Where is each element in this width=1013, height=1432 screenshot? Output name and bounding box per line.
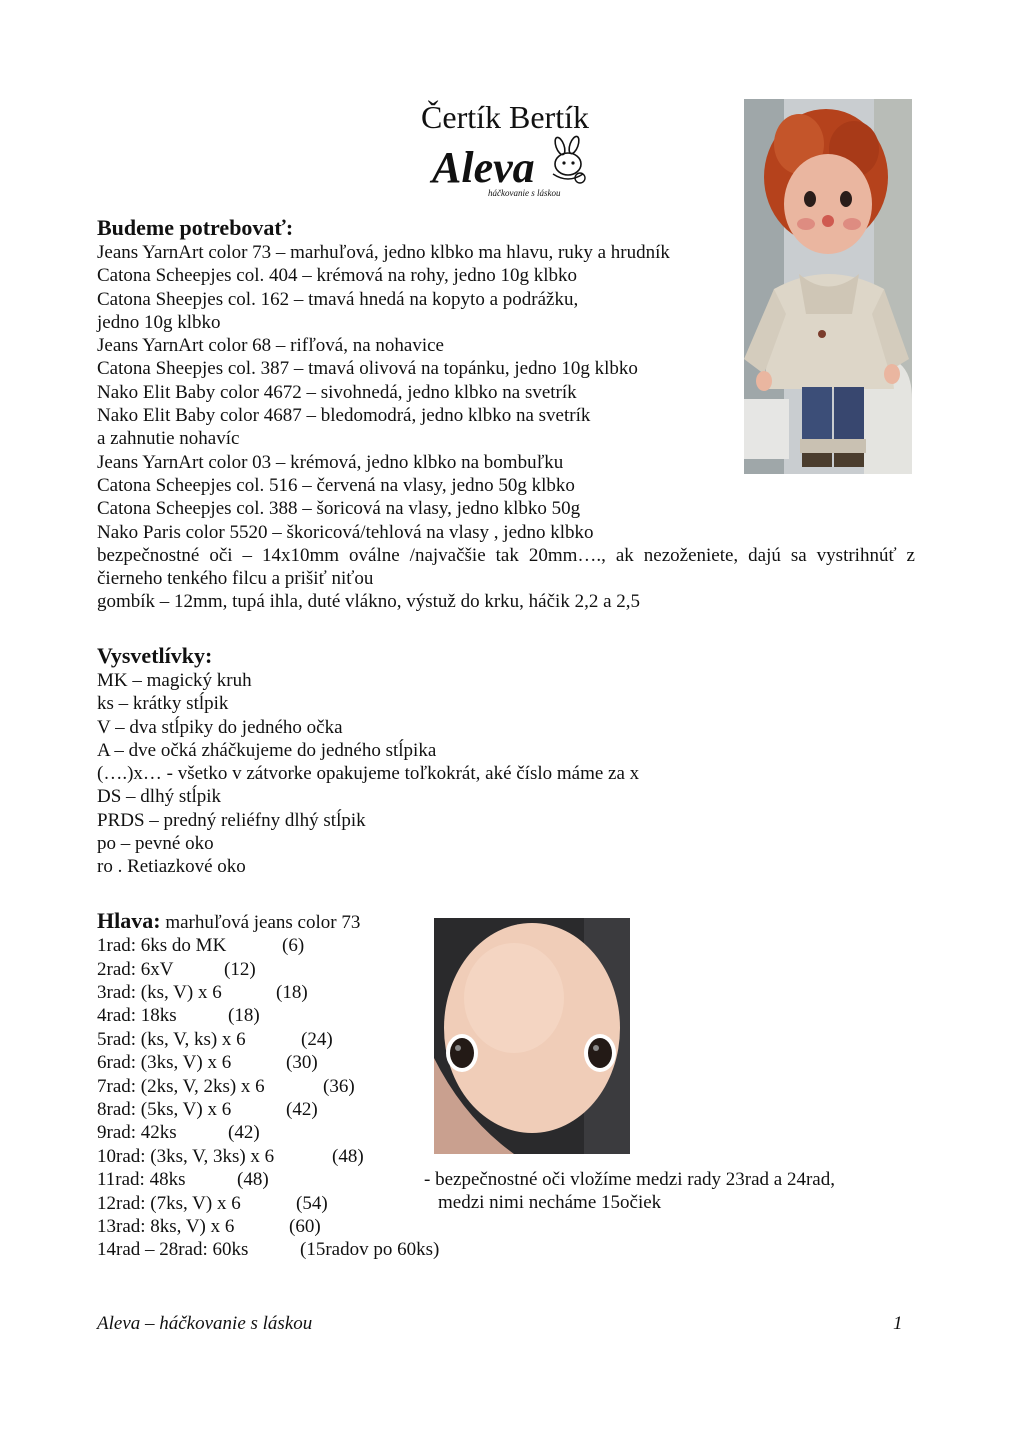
materials-heading: Budeme potrebovať: [97, 215, 294, 240]
pattern-row [97, 1215, 360, 1238]
row-instruction: 9rad: 42ks [97, 1122, 177, 1144]
legend-line: A – dve očká zháčkujeme do jedného stĺpika [97, 739, 437, 761]
note-line-2: medzi nimi necháme 15očiek [438, 1192, 662, 1214]
materials-section [97, 215, 915, 614]
legend-line: (….)x… - všetko v zátvorke opakujeme toľkokrát, aké číslo máme za x [97, 763, 640, 785]
head-rows [97, 934, 440, 1261]
legend-line: V – dva stĺpiky do jedného očka [97, 716, 343, 738]
materials-line: Jeans YarnArt color 73 – marhuľová, jedno klbko ma hlavu, ruky a hrudník [97, 242, 670, 263]
head-heading-line [97, 908, 360, 934]
row-instruction: 10rad: (3ks, V, 3ks) x 6 [97, 1145, 275, 1167]
footer-brand: Aleva – háčkovanie s láskou [97, 1313, 313, 1334]
page-number: 1 [893, 1313, 903, 1334]
row-count: (48) [237, 1169, 269, 1191]
materials-line: Catona Scheepjes col. 404 – krémová na rohy, jedno 10g klbko [97, 265, 577, 287]
pattern-row [97, 981, 360, 1004]
row-count: (54) [296, 1192, 328, 1214]
row-instruction: 14rad – 28rad: 60ks [97, 1239, 249, 1261]
row-count: (30) [286, 1052, 318, 1074]
head-subheading: marhuľová jeans color 73 [165, 912, 361, 933]
materials-line: a zahnutie nohavíc [97, 428, 240, 450]
head-section [97, 908, 440, 1262]
row-count: (60) [289, 1215, 321, 1237]
pattern-row [97, 934, 360, 957]
row-count: (18) [228, 1005, 260, 1027]
row-count: (42) [286, 1099, 318, 1121]
row-count: (24) [301, 1028, 333, 1050]
pattern-row [97, 1238, 440, 1261]
pattern-row [97, 1098, 360, 1121]
row-instruction: 2rad: 6xV [97, 958, 174, 980]
document-title: Čertík Bertík [421, 99, 589, 135]
legend-heading: Vysvetlívky: [97, 643, 213, 668]
legend-line: MK – magický kruh [97, 670, 252, 691]
svg-text:háčkovanie s láskou: háčkovanie s láskou [488, 188, 561, 198]
pattern-row [97, 958, 360, 981]
head-heading: Hlava: [97, 908, 161, 933]
materials-line: jedno 10g klbko [97, 311, 221, 333]
legend-line: PRDS – predný reliéfny dlhý stĺpik [97, 809, 366, 831]
row-instruction: 1rad: 6ks do MK [97, 935, 227, 957]
materials-extra: gombík – 12mm, tupá ihla, duté vlákno, výstuž do krku, háčik 2,2 a 2,5 [97, 591, 641, 613]
legend-section [97, 643, 639, 879]
pattern-row [97, 1051, 360, 1074]
pattern-row [97, 1121, 360, 1144]
materials-eyes: bezpečnostné oči – 14x10mm oválne /najvačšie tak 20mm…., ak nezoženiete, dajú sa vystrihnúť z čierneho tenkého filcu a prišiť niťou [97, 544, 915, 590]
legend-line: DS – dlhý stĺpik [97, 786, 222, 808]
row-count: (12) [224, 958, 256, 980]
materials-line: Nako Elit Baby color 4672 – sivohnedá, jedno klbko na svetrík [97, 381, 577, 403]
materials-line: Catona Scheepjes col. 516 – červená na vlasy, jedno 50g klbko [97, 474, 575, 496]
row-instruction: 4rad: 18ks [97, 1005, 177, 1027]
row-count: (6) [282, 935, 305, 957]
eyes-placement-note [424, 1168, 835, 1215]
row-instruction: 3rad: (ks, V) x 6 [97, 982, 222, 1004]
materials-line: Catona Scheepjes col. 388 – šoricová na vlasy, jedno klbko 50g [97, 498, 581, 520]
note-line-1: - bezpečnostné oči vložíme medzi rady 23rad a 24rad, [424, 1169, 835, 1190]
row-count: (15radov po 60ks) [300, 1239, 440, 1261]
materials-line: Catona Sheepjes col. 387 – tmavá olivová na topánku, jedno 10g klbko [97, 358, 638, 380]
legend-line: ks – krátky stĺpik [97, 693, 229, 715]
row-instruction: 7rad: (2ks, V, 2ks) x 6 [97, 1075, 265, 1097]
row-count: (48) [332, 1145, 364, 1167]
row-count: (42) [228, 1122, 260, 1144]
pattern-row [97, 1028, 360, 1051]
materials-line: Jeans YarnArt color 03 – krémová, jedno klbko na bombuľku [97, 451, 564, 473]
materials-line: Nako Elit Baby color 4687 – bledomodrá, jedno klbko na svetrík [97, 405, 591, 427]
svg-text:Aleva: Aleva [432, 143, 535, 192]
aleva-logo [428, 134, 598, 200]
pattern-row [97, 1145, 364, 1168]
crochet-head-photo [434, 918, 630, 1154]
pattern-row [97, 1075, 360, 1098]
row-instruction: 12rad: (7ks, V) x 6 [97, 1192, 241, 1214]
materials-line: Jeans YarnArt color 68 – rifľová, na nohavice [97, 335, 444, 357]
legend-line: po – pevné oko [97, 833, 214, 855]
pattern-row [97, 1192, 360, 1215]
pattern-row [97, 1004, 360, 1027]
materials-line: Catona Sheepjes col. 162 – tmavá hnedá na kopyto a podrážku, [97, 288, 579, 310]
row-instruction: 11rad: 48ks [97, 1169, 186, 1191]
row-instruction: 5rad: (ks, V, ks) x 6 [97, 1028, 246, 1050]
row-instruction: 13rad: 8ks, V) x 6 [97, 1215, 235, 1237]
row-instruction: 6rad: (3ks, V) x 6 [97, 1052, 232, 1074]
legend-line: ro . Retiazkové oko [97, 856, 246, 878]
row-instruction: 8rad: (5ks, V) x 6 [97, 1099, 232, 1121]
materials-line: Nako Paris color 5520 – škoricová/tehlová na vlasy , jedno klbko [97, 521, 594, 543]
row-count: (36) [323, 1075, 355, 1097]
row-count: (18) [276, 982, 308, 1004]
pattern-row [97, 1168, 360, 1191]
